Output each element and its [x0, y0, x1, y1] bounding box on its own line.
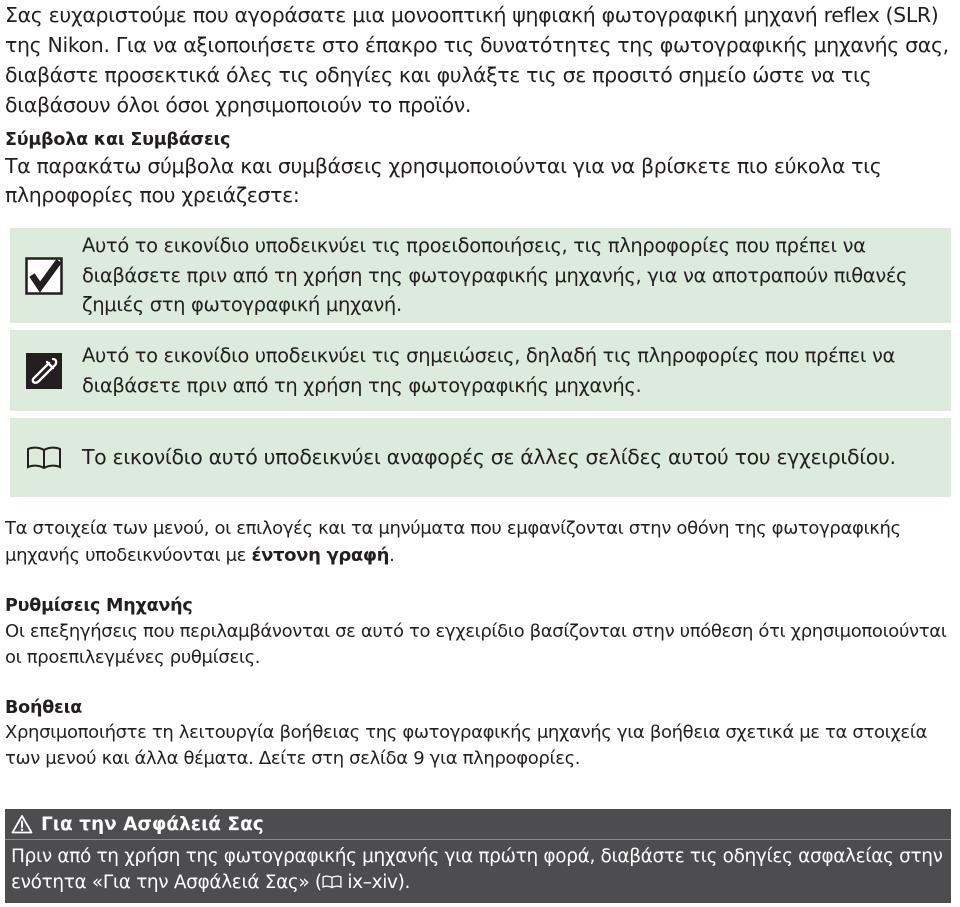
symbol-row-reference [10, 418, 951, 497]
camera-settings-heading: Ρυθμίσεις Μηχανής [5, 596, 193, 616]
symbols-intro: Τα παρακάτω σύμβολα και συμβάσεις χρησιμοποιούνται για να βρίσκετε πιο εύκολα τις πληροφορίες που χρειάζεστε: [5, 154, 882, 207]
symbols-heading: Σύμβολα και Συμβάσεις [5, 130, 231, 150]
bold-type-term: έντονη γραφή [251, 545, 390, 566]
caution-check-icon [10, 257, 78, 295]
safety-box [5, 809, 951, 903]
safety-text-end: ). [397, 872, 411, 893]
symbol-note-text: Αυτό το εικονίδιο υποδεικνύει τις σημειώσεις, δηλαδή τις πληροφορίες που πρέπει να διαβάσετε πριν από τη χρήση της φωτογραφικής μηχανής. [82, 344, 895, 397]
safety-text-body: Πριν από τη χρήση της φωτογραφικής μηχανής για πρώτη φορά, διαβάστε τις οδηγίες ασφαλείας στην ενότητα «Για την Ασφάλειά Σας» ( [11, 846, 943, 893]
safety-text [5, 840, 951, 896]
intro-paragraph: Σας ευχαριστούμε που αγοράσατε μια μονοοπτική ψηφιακή φωτογραφική μηχανή reflex (SLR) της Nikon. Για να αξιοποιήσετε στο έπακρο τις δυνατότητες της φωτογραφικής μηχανής σας, διαβάστε προσεκτικά όλες τις οδηγίες και φυλάξτε τις σε προσιτό σημείο ώστε να τις διαβάσουν όλοι όσοι χρησιμοποιούν το προϊόν. [5, 3, 949, 117]
menu-conventions-paragraph [5, 515, 950, 569]
symbol-caution-text: Αυτό το εικονίδιο υποδεικνύει τις προειδοποιήσεις, τις πληροφορίες που πρέπει να διαβάσετε πριν από τη χρήση της φωτογραφικής μηχανής, για να αποτραπούν πιθανές ζημιές στη φωτογραφική μηχανή. [82, 234, 908, 317]
safety-heading: Για την Ασφάλειά Σας [41, 813, 264, 835]
help-heading: Βοήθεια [5, 698, 83, 718]
symbol-reference-text: Το εικονίδιο αυτό υποδεικνύει αναφορές σε άλλες σελίδες αυτού του εγχειριδίου. [82, 444, 896, 469]
safety-page-ref: ix–xiv [341, 872, 398, 893]
warning-triangle-icon [11, 814, 33, 834]
book-reference-icon [10, 445, 78, 471]
symbol-row-caution [10, 228, 951, 323]
note-pencil-icon [10, 353, 78, 389]
camera-settings-text: Οι επεξηγήσεις που περιλαμβάνονται σε αυτό το εγχειρίδιο βασίζονται στην υπόθεση ότι χρησιμοποιούνται οι προεπιλεγμένες ρυθμίσεις. [5, 621, 947, 668]
book-reference-icon [322, 874, 342, 890]
help-text: Χρησιμοποιήστε τη λειτουργία βοήθειας της φωτογραφικής μηχανής για βοήθεια σχετικά με τα στοιχεία των μενού και άλλα θέματα. Δείτε στη σελίδα 9 για πληροφορίες. [5, 722, 928, 769]
symbol-row-note [10, 330, 951, 411]
menu-conventions-end: . [389, 545, 395, 566]
safety-header [5, 809, 951, 840]
menu-conventions-text: Τα στοιχεία των μενού, οι επιλογές και τα μηνύματα που εμφανίζονται στην οθόνη της φωτογραφικής μηχανής υποδεικνύονται με [5, 518, 901, 566]
